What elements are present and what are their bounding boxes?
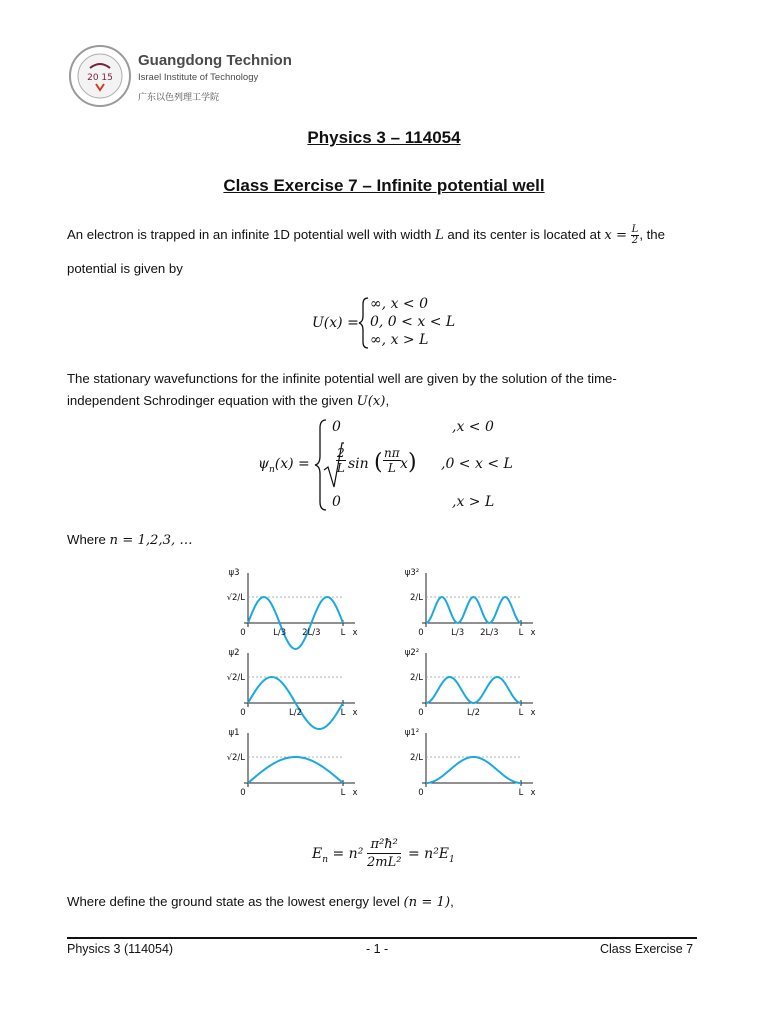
intro-line-2: potential is given by (67, 261, 183, 276)
potential-case-2: 0, 0 < x < L (370, 314, 456, 330)
wavefunction-case-3-condition: ,x > L (452, 494, 495, 510)
right-ylabel-2: ψ1² (404, 728, 420, 738)
left-xtick-0-4: x (352, 628, 358, 638)
energy-equation: $E_n = n^2$ (312, 846, 364, 865)
intro-x-eq: x = (604, 228, 627, 243)
left-ytick-1: √2/L (226, 673, 245, 683)
n-values: n = 1,2,3, … (109, 533, 193, 548)
left-curve-2 (248, 757, 343, 783)
left-xtick-0-1: L/3 (273, 628, 287, 638)
footer-right: Class Exercise 7 (600, 942, 694, 956)
wavefunction-text-line-2: independent Schrodinger equation with the given U(x), (67, 393, 390, 409)
right-ytick-2: 2/L (409, 753, 423, 763)
wavefunction-case-1-condition: ,x < 0 (452, 419, 494, 435)
left-ylabel-2: ψ1 (228, 728, 240, 738)
university-logo (68, 44, 318, 112)
ground-state-n: (n = 1) (403, 895, 451, 910)
where-n-line: Where n = 1,2,3, … (67, 532, 193, 548)
intro-text-2: and its center is located at (443, 227, 605, 242)
footer-page-number: - 1 - (366, 942, 389, 956)
university-seal-icon (68, 44, 132, 108)
right-curve-2 (426, 757, 521, 783)
right-xtick-0-1: L/3 (451, 628, 465, 638)
left-xtick-0-2: 2L/3 (302, 628, 321, 638)
left-ytick-0: √2/L (226, 593, 245, 603)
potential-brace (358, 296, 370, 350)
intro-text-1: An electron is trapped in an infinite 1D potential well with width (67, 227, 435, 242)
ground-state-line: Where define the ground state as the lowest energy level (n = 1), (67, 894, 454, 910)
right-xtick-1-3: x (530, 708, 536, 718)
left-xtick-2-0: 0 (240, 788, 246, 798)
intro-L: L (435, 228, 444, 243)
energy-rhs: = $n^2E_1$ (408, 846, 455, 865)
wavefunction-case-3-value: 0 (332, 494, 341, 510)
left-ylabel-1: ψ2 (228, 648, 240, 658)
left-xtick-1-0: 0 (240, 708, 246, 718)
left-ylabel-0: ψ3 (228, 568, 240, 578)
footer-rule (67, 937, 697, 939)
potential-lhs: U(x) = (312, 315, 359, 331)
right-ylabel-1: ψ2² (404, 648, 420, 658)
left-xtick-0-0: 0 (240, 628, 246, 638)
right-ytick-0: 2/L (409, 593, 423, 603)
sqrt-fraction: $\frac{2}{L}$ (336, 446, 345, 475)
right-xtick-0-2: 2L/3 (480, 628, 499, 638)
svg-text:20 15: 20 15 (87, 73, 113, 83)
left-ytick-2: √2/L (226, 753, 245, 763)
wavefunction-case-2-condition: ,0 < x < L (441, 456, 513, 472)
right-xtick-0-0: 0 (418, 628, 424, 638)
sine-argument-fraction: $\frac{n\pi}{L}$ (384, 446, 400, 475)
potential-case-1: ∞, x < 0 (370, 296, 428, 312)
logo-subtitle: Israel Institute of Technology (138, 72, 259, 83)
left-xtick-1-2: L (340, 708, 346, 718)
wavefunction-text-line-1: The stationary wavefunctions for the infinite potential well are given by the solution of the time- (67, 371, 617, 386)
footer-left: Physics 3 (114054) (67, 942, 174, 956)
right-curve-0 (426, 597, 521, 623)
course-title: Physics 3 – 114054 (307, 128, 461, 147)
right-xtick-0-3: L (518, 628, 524, 638)
left-xtick-2-2: x (352, 788, 358, 798)
right-xtick-1-2: L (518, 708, 524, 718)
right-xtick-1-0: 0 (418, 708, 424, 718)
energy-fraction: $\frac{\text{π²ħ²}}{\text{2mL²}}$ (367, 837, 402, 870)
sine-function: sin (348, 456, 369, 472)
half-fraction: $\frac{L}{2}$ (631, 224, 639, 247)
right-ytick-1: 2/L (409, 673, 423, 683)
right-xtick-2-2: x (530, 788, 536, 798)
sine-open-paren: ( (374, 450, 383, 475)
right-xtick-2-1: L (518, 788, 524, 798)
exercise-title: Class Exercise 7 – Infinite potential well (223, 176, 545, 195)
left-xtick-0-3: L (340, 628, 346, 638)
sine-close-paren: ) (408, 450, 417, 475)
right-xtick-0-4: x (530, 628, 536, 638)
left-xtick-1-3: x (352, 708, 358, 718)
right-xtick-2-0: 0 (418, 788, 424, 798)
logo-chinese-name: 广东以色列理工学院 (138, 92, 220, 102)
left-xtick-1-1: L/2 (288, 708, 303, 718)
right-ylabel-0: ψ3² (404, 568, 420, 578)
wavefunction-case-1-value: 0 (332, 419, 341, 435)
right-curve-1 (426, 677, 521, 703)
wavefunction-lhs: $\psi_n(x)$ = (258, 456, 310, 475)
sine-x: x (400, 456, 408, 472)
intro-paragraph (67, 223, 707, 247)
logo-name: Guangdong Technion (138, 52, 292, 69)
left-xtick-2-1: L (340, 788, 346, 798)
potential-case-3: ∞, x > L (370, 332, 429, 348)
wavefunction-figure (220, 565, 560, 810)
right-xtick-1-1: L/2 (466, 708, 481, 718)
wavefunction-Ux: U(x) (356, 394, 386, 409)
intro-text-3: , the (639, 227, 665, 242)
